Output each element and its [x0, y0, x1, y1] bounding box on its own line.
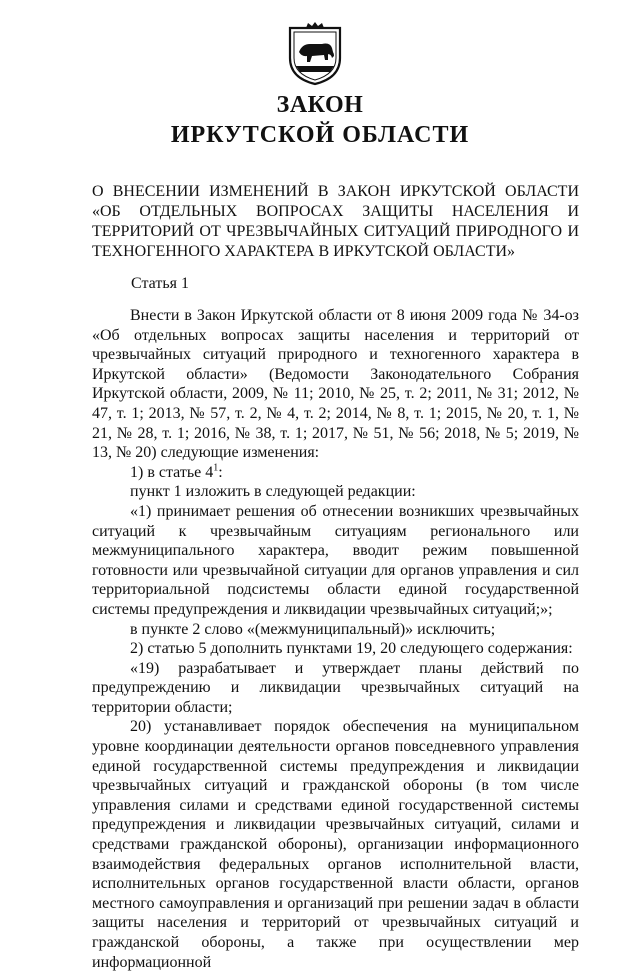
law-heading: О ВНЕСЕНИИ ИЗМЕНЕНИЙ В ЗАКОН ИРКУТСКОЙ ОБЛАСТИ «ОБ ОТДЕЛЬНЫХ ВОПРОСАХ ЗАЩИТЫ НАСЕЛЕНИЯ И ТЕРРИТОРИЙ ОТ ЧРЕЗВЫЧАЙНЫХ СИТУАЦИЙ ПРИРОДНОГО И ТЕХНОГЕННОГО ХАРАКТЕРА В ИРКУТСКОЙ ОБЛАСТИ» [92, 183, 579, 260]
paragraph-2 [92, 463, 579, 483]
paragraph-8: 20) устанавливает порядок обеспечения на муниципальном уровне координации деятельности органов повседневного управления единой государственной системы предупреждения и ликвидации чрезвычайных ситуаций и гражданской обороны (в том числе управления силами и средствами единой государственной системы предупреждения и ликвидации чрезвычайных ситуаций, силами и средствами гражданской обороны), организации информационного взаимодействия федеральных органов исполнительной власти, исполнительных органов государственной власти области, органов местного самоуправления и организаций при решении задач в области защиты населения и территорий от чрезвычайных ситуаций и гражданской обороны, а также при осуществлении мер информационной [92, 718, 579, 971]
article-label: Статья 1 [131, 275, 189, 292]
paragraph-5: в пункте 2 слово «(межмуниципальный)» исключить; [130, 620, 496, 638]
paragraph-6: 2) статью 5 дополнить пунктами 19, 20 следующего содержания: [130, 640, 573, 658]
paragraph-2-suffix: : [218, 463, 223, 481]
paragraph-3: пункт 1 изложить в следующей редакции: [130, 483, 416, 501]
document-body [92, 306, 579, 972]
paragraph-4: «1) принимает решения об отнесении возникших чрезвычайных ситуаций к чрезвычайным ситуациям регионального или межмуниципального характера, вводит режим повышенной готовности или чрезвычайной ситуации для органов управления и сил территориальной подсистемы области единой государственной системы предупреждения и ликвидации чрезвычайных ситуаций;»; [92, 502, 579, 618]
paragraph-2-text: 1) в статье 4 [130, 463, 214, 481]
paragraph-7: «19) разрабатывает и утверждает планы действий по предупреждению и ликвидации чрезвычайных ситуаций на территории области; [92, 659, 579, 716]
irkutsk-coat-of-arms-icon [286, 22, 344, 86]
article-superscript: 1 [213, 462, 219, 474]
document-title-line2: ИРКУТСКОЙ ОБЛАСТИ [170, 122, 470, 148]
document-title-line1: ЗАКОН [276, 92, 364, 118]
paragraph-1: Внести в Закон Иркутской области от 8 июня 2009 года № 34-оз «Об отдельных вопросах защиты населения и территорий от чрезвычайных ситуаций природного и техногенного характера в Иркутской области» (Ведомости Законодательного Собрания Иркутской области, 2009, № 11; 2010, № 25, т. 2; 2011, № 31; 2012, № 47, т. 1; 2013, № 57, т. 2, № 4, т. 2; 2014, № 8, т. 1; 2015, № 20, т. 1, № 21, № 28, т. 1; 2016, № 38, т. 1; 2017, № 51, № 56; 2018, № 5; 2019, № 13, № 20) следующие изменения: [92, 307, 579, 462]
